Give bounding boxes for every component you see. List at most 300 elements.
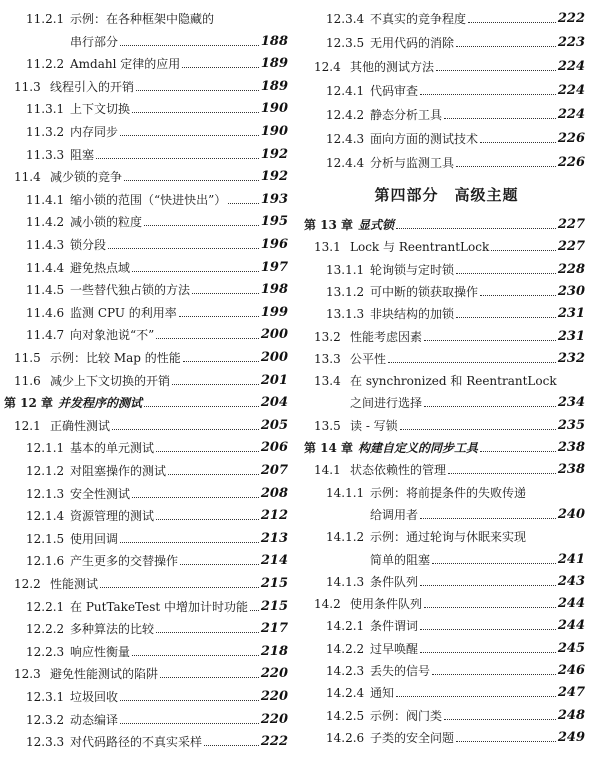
toc-page-number: 222 bbox=[557, 11, 585, 26]
toc-entry bbox=[0, 616, 296, 636]
toc-page-number: 200 bbox=[260, 350, 288, 365]
toc-page-number: 188 bbox=[260, 33, 288, 49]
toc-entry-title: 面向方面的测试技术 bbox=[370, 132, 479, 146]
toc-entry bbox=[300, 6, 593, 26]
toc-entry-title: 示例：在各种框架中隐藏的 bbox=[70, 12, 215, 26]
toc-entry-title: 性能测试 bbox=[50, 577, 99, 591]
toc-page-number: 205 bbox=[260, 417, 288, 433]
toc-chapter-entry bbox=[0, 390, 296, 410]
toc-entry bbox=[300, 301, 593, 321]
toc-entry bbox=[0, 435, 296, 455]
toc-entry-title: 通知 bbox=[370, 686, 395, 701]
dot-leader bbox=[120, 135, 259, 136]
toc-entry-title: 对代码路径的不真实采样 bbox=[70, 735, 203, 750]
toc-entry-title: 在 synchronized 和 ReentrantLock bbox=[350, 374, 557, 389]
toc-entry bbox=[300, 257, 593, 277]
toc-page-number: 243 bbox=[557, 573, 585, 589]
toc-entry bbox=[300, 591, 593, 611]
toc-entry-number: 11.4.1 bbox=[26, 192, 65, 207]
toc-entry bbox=[0, 142, 296, 162]
toc-entry-title: 串行部分 bbox=[70, 34, 119, 49]
dot-leader bbox=[156, 451, 259, 452]
toc-entry-title: 公平性 bbox=[350, 351, 387, 366]
toc-entry bbox=[300, 346, 593, 366]
toc-entry-number: 12.3.5 bbox=[326, 36, 365, 50]
dot-leader bbox=[120, 45, 259, 46]
toc-entry-number: 12.2 bbox=[14, 577, 41, 591]
toc-page-number: 195 bbox=[260, 214, 288, 230]
dot-leader bbox=[424, 340, 556, 341]
dot-leader bbox=[120, 700, 259, 701]
dot-leader bbox=[108, 248, 259, 249]
toc-page-number: 238 bbox=[557, 462, 585, 478]
toc-entry-title: 分析与监测工具 bbox=[370, 156, 455, 170]
toc-page-number: 198 bbox=[260, 282, 288, 298]
toc-entry bbox=[0, 96, 296, 116]
toc-entry bbox=[0, 345, 296, 365]
dot-leader bbox=[160, 677, 259, 678]
toc-page-number: 224 bbox=[557, 107, 585, 122]
toc-page-number: 228 bbox=[557, 261, 585, 277]
toc-page-number: 217 bbox=[260, 621, 288, 637]
toc-entry-number: 12.2.3 bbox=[26, 644, 65, 659]
toc-entry-title: 给调用者 bbox=[370, 507, 419, 522]
toc-entry bbox=[300, 725, 593, 745]
dot-leader bbox=[172, 384, 259, 385]
toc-page-number: 206 bbox=[260, 440, 288, 456]
dot-leader bbox=[456, 46, 556, 47]
toc-entry bbox=[0, 458, 296, 478]
dot-leader bbox=[444, 719, 556, 720]
toc-entry bbox=[0, 571, 296, 591]
toc-page-number: 196 bbox=[260, 237, 288, 252]
toc-entry-title: 线程引入的开销 bbox=[50, 79, 135, 94]
toc-page-number: 220 bbox=[260, 689, 288, 704]
toc-page-number: 215 bbox=[260, 576, 288, 591]
toc-entry bbox=[0, 594, 296, 614]
toc-entry-number: 11.3.1 bbox=[26, 102, 65, 117]
dot-leader bbox=[168, 474, 259, 475]
toc-entry-number: 11.4.7 bbox=[26, 328, 65, 343]
toc-entry-number: 第 14 章 bbox=[304, 441, 354, 455]
dot-leader bbox=[420, 585, 556, 586]
toc-entry-title: 对阻塞操作的测试 bbox=[70, 464, 167, 478]
toc-page-number: 207 bbox=[260, 463, 288, 478]
toc-entry-number: 12.1.2 bbox=[26, 464, 65, 478]
toc-entry-number: 11.3.2 bbox=[26, 125, 65, 139]
toc-page-number: 189 bbox=[260, 56, 288, 72]
toc-entry-number: 12.4.3 bbox=[326, 132, 365, 146]
toc-page-number: 246 bbox=[557, 663, 585, 678]
dot-leader bbox=[456, 273, 556, 274]
toc-page-number: 192 bbox=[260, 169, 288, 185]
toc-entry-title: 资源管理的测试 bbox=[70, 509, 155, 524]
toc-chapter-entry bbox=[300, 435, 593, 455]
toc-entry-title: 示例：比较 Map 的性能 bbox=[50, 351, 181, 365]
toc-entry-title: 读 - 写锁 bbox=[350, 418, 398, 433]
toc-entry-number: 14.2.1 bbox=[326, 619, 365, 634]
dot-leader bbox=[136, 90, 259, 91]
toc-entry-title: 静态分析工具 bbox=[370, 108, 443, 122]
toc-entry-title: 一些替代独占锁的方法 bbox=[70, 283, 191, 298]
toc-entry-title: 条件谓词 bbox=[370, 619, 419, 634]
toc-entry-number: 14.2.3 bbox=[326, 664, 365, 678]
dot-leader bbox=[132, 655, 259, 656]
toc-entry-title: 显式锁 bbox=[358, 218, 395, 232]
toc-entry bbox=[0, 232, 296, 252]
toc-entry-title: 示例：通过轮询与休眠来实现 bbox=[370, 530, 527, 545]
toc-entry-title: 阻塞 bbox=[70, 147, 95, 162]
toc-entry-number: 11.3 bbox=[14, 79, 41, 94]
toc-page-number: 212 bbox=[260, 508, 288, 524]
dot-leader bbox=[456, 166, 556, 167]
toc-entry bbox=[0, 300, 296, 320]
toc-page-number: 244 bbox=[557, 596, 585, 612]
toc-entry-title: Amdahl 定律的应用 bbox=[70, 57, 181, 72]
dot-leader bbox=[192, 293, 259, 294]
part-heading: 第四部分 高级主题 bbox=[374, 186, 519, 204]
dot-leader bbox=[444, 118, 556, 119]
toc-entry bbox=[0, 322, 296, 342]
toc-entry bbox=[0, 639, 296, 659]
toc-entry bbox=[300, 126, 593, 146]
dot-leader bbox=[400, 429, 556, 430]
toc-entry bbox=[0, 503, 296, 523]
toc-entry bbox=[300, 78, 593, 98]
toc-entry-number: 11.2.1 bbox=[26, 12, 65, 26]
toc-entry-number: 12.3.1 bbox=[26, 690, 65, 704]
toc-page-number: 226 bbox=[557, 131, 585, 146]
dot-leader bbox=[124, 180, 259, 181]
toc-entry-number: 14.1 bbox=[314, 463, 341, 478]
toc-entry bbox=[300, 413, 593, 433]
toc-page-number: 199 bbox=[260, 304, 288, 320]
toc-entry-number: 12.1.3 bbox=[26, 486, 65, 501]
toc-entry-number: 12.4.1 bbox=[326, 84, 365, 98]
dot-leader bbox=[182, 67, 259, 68]
toc-page-number: 214 bbox=[260, 553, 288, 569]
toc-page-number: 215 bbox=[260, 598, 288, 614]
dot-leader bbox=[424, 406, 556, 407]
toc-page-number: 241 bbox=[557, 551, 585, 567]
dot-leader bbox=[448, 473, 556, 474]
toc-entry bbox=[0, 729, 296, 749]
toc-entry bbox=[300, 703, 593, 723]
toc-entry-number: 11.5 bbox=[14, 351, 41, 365]
toc-entry-number: 12.3.4 bbox=[326, 12, 365, 26]
dot-leader bbox=[456, 317, 556, 318]
toc-entry-number: 14.1.2 bbox=[326, 530, 365, 545]
toc-entry-title: 条件队列 bbox=[370, 574, 419, 589]
toc-entry-title: 避免热点域 bbox=[70, 260, 131, 275]
toc-entry-title: 缩小锁的范围（“快进快出”） bbox=[70, 192, 227, 207]
toc-entry-number: 11.4.2 bbox=[26, 215, 65, 230]
toc-page-number: 200 bbox=[260, 327, 288, 343]
toc-entry-number: 14.2 bbox=[314, 597, 341, 612]
dot-leader bbox=[420, 629, 556, 630]
dot-leader bbox=[432, 563, 556, 564]
toc-entry bbox=[300, 636, 593, 656]
toc-entry bbox=[0, 413, 296, 433]
toc-entry-title: 动态编译 bbox=[70, 712, 119, 727]
toc-entry bbox=[0, 481, 296, 501]
toc-entry-title: 使用条件队列 bbox=[350, 597, 423, 612]
toc-entry-number: 12.3.3 bbox=[26, 735, 65, 750]
toc-entry bbox=[0, 661, 296, 681]
toc-entry bbox=[0, 51, 296, 71]
toc-page-number: 220 bbox=[260, 666, 288, 682]
dot-leader bbox=[228, 203, 259, 204]
toc-entry-title: Lock 与 ReentrantLock bbox=[350, 240, 490, 255]
dot-leader bbox=[432, 674, 556, 675]
toc-entry-title: 子类的安全问题 bbox=[370, 730, 455, 745]
toc-entry-title: 垃圾回收 bbox=[70, 690, 119, 704]
toc-page-number: 208 bbox=[260, 485, 288, 501]
toc-entry-number: 12.2.2 bbox=[26, 622, 65, 637]
toc-page-number: 244 bbox=[557, 618, 585, 634]
dot-leader bbox=[480, 451, 556, 452]
toc-page-number: 245 bbox=[557, 640, 585, 656]
dot-leader bbox=[180, 564, 259, 565]
dot-leader bbox=[120, 542, 259, 543]
dot-leader bbox=[132, 497, 259, 498]
toc-page-number: 190 bbox=[260, 101, 288, 117]
dot-leader bbox=[132, 271, 259, 272]
toc-entry bbox=[300, 390, 593, 410]
toc-page-number: 224 bbox=[557, 83, 585, 98]
toc-entry-title: 构建自定义的同步工具 bbox=[358, 441, 479, 455]
toc-entry-number: 第 13 章 bbox=[304, 218, 354, 232]
dot-leader bbox=[144, 225, 259, 226]
toc-page-number: 227 bbox=[557, 217, 585, 232]
toc-entry bbox=[0, 187, 296, 207]
dot-leader bbox=[491, 250, 556, 251]
toc-entry-first-line bbox=[300, 368, 593, 388]
toc-entry bbox=[0, 684, 296, 704]
toc-entry-title: 减小锁的粒度 bbox=[70, 215, 143, 230]
dot-leader bbox=[96, 158, 259, 159]
toc-entry-first-line bbox=[300, 480, 593, 500]
toc-page-number: 231 bbox=[557, 328, 585, 344]
toc-entry-number: 13.3 bbox=[314, 351, 341, 366]
toc-page-number: 240 bbox=[557, 506, 585, 522]
toc-entry-number: 11.4 bbox=[14, 170, 41, 185]
toc-entry-title: 之间进行选择 bbox=[350, 396, 423, 411]
toc-page-number: 222 bbox=[260, 734, 288, 750]
dot-leader bbox=[250, 610, 259, 611]
toc-entry-number: 13.1 bbox=[314, 240, 341, 255]
toc-entry-title: 正确性测试 bbox=[50, 418, 111, 433]
dot-leader bbox=[112, 429, 259, 430]
toc-entry bbox=[0, 548, 296, 568]
toc-entry bbox=[300, 234, 593, 254]
toc-entry-number: 11.4.4 bbox=[26, 260, 65, 275]
toc-page-number: 213 bbox=[260, 530, 288, 546]
dot-leader bbox=[420, 518, 556, 519]
toc-page-number: 248 bbox=[557, 707, 585, 723]
toc-entry bbox=[300, 324, 593, 344]
toc-entry-number: 12.4 bbox=[314, 60, 341, 74]
toc-entry-number: 14.2.2 bbox=[326, 641, 365, 656]
toc-entry-number: 13.1.2 bbox=[326, 284, 365, 299]
toc-entry-number: 11.4.5 bbox=[26, 283, 65, 298]
toc-entry-title: 示例：将前提条件的失败传递 bbox=[370, 485, 527, 500]
toc-page-number: 223 bbox=[557, 35, 585, 50]
toc-entry-number: 11.4.6 bbox=[26, 305, 65, 320]
dot-leader bbox=[388, 362, 556, 363]
dot-leader bbox=[480, 295, 556, 296]
toc-entry bbox=[300, 279, 593, 299]
toc-page-number: 190 bbox=[260, 124, 288, 139]
dot-leader bbox=[456, 741, 556, 742]
toc-page-number: 218 bbox=[260, 643, 288, 659]
toc-entry-title: 代码审查 bbox=[370, 84, 419, 98]
toc-page-number: 231 bbox=[557, 306, 585, 322]
toc-page-number: 193 bbox=[260, 191, 288, 207]
toc-page-number: 204 bbox=[260, 395, 288, 411]
toc-entry-title: 基本的单元测试 bbox=[70, 441, 155, 456]
toc-entry-title: 状态依赖性的管理 bbox=[350, 463, 447, 478]
toc-entry-number: 14.1.1 bbox=[326, 485, 365, 500]
toc-entry-title: 响应性衡量 bbox=[70, 644, 131, 659]
toc-entry-title: 轮询锁与定时锁 bbox=[370, 262, 455, 277]
toc-entry-title: 简单的阻塞 bbox=[370, 552, 431, 567]
toc-entry-title: 非块结构的加锁 bbox=[370, 307, 455, 322]
toc-entry-number: 13.5 bbox=[314, 418, 341, 433]
toc-page-number: 201 bbox=[260, 372, 288, 388]
toc-entry-title: 安全性测试 bbox=[70, 486, 131, 501]
toc-entry-number: 13.2 bbox=[314, 329, 341, 344]
toc-page-number: 189 bbox=[260, 78, 288, 94]
toc-page-number: 230 bbox=[557, 283, 585, 299]
toc-entry-number: 12.3.2 bbox=[26, 712, 65, 727]
toc-entry bbox=[300, 569, 593, 589]
toc-page-number: 235 bbox=[557, 417, 585, 433]
toc-entry bbox=[300, 54, 593, 74]
toc-chapter-entry bbox=[300, 212, 593, 232]
toc-entry-title: 锁分段 bbox=[70, 238, 107, 252]
toc-entry bbox=[300, 457, 593, 477]
dot-leader bbox=[468, 22, 556, 23]
dot-leader bbox=[436, 70, 556, 71]
toc-entry bbox=[300, 150, 593, 170]
dot-leader bbox=[100, 587, 259, 588]
toc-entry-title: 监测 CPU 的利用率 bbox=[70, 305, 177, 320]
toc-entry-number: 11.2.2 bbox=[26, 57, 65, 72]
toc-entry-number: 12.1.4 bbox=[26, 509, 65, 524]
dot-leader bbox=[396, 228, 556, 229]
toc-entry-title: 减少锁的竞争 bbox=[50, 170, 123, 185]
dot-leader bbox=[120, 723, 259, 724]
toc-entry-number: 12.1.5 bbox=[26, 531, 65, 546]
toc-page-number: 224 bbox=[557, 59, 585, 74]
toc-entry bbox=[0, 707, 296, 727]
toc-entry-title: 无用代码的消除 bbox=[370, 36, 455, 50]
toc-entry-title: 在 PutTakeTest 中增加计时功能 bbox=[70, 599, 249, 614]
toc-entry-number: 13.4 bbox=[314, 374, 341, 389]
toc-entry-number: 14.2.5 bbox=[326, 708, 365, 723]
dot-leader bbox=[480, 142, 556, 143]
toc-entry bbox=[300, 102, 593, 122]
toc-entry bbox=[300, 502, 593, 522]
toc-page-number: 232 bbox=[557, 350, 585, 366]
toc-entry-title: 向对象池说“不” bbox=[70, 328, 155, 343]
toc-entry bbox=[300, 30, 593, 50]
toc-page-number: 226 bbox=[557, 155, 585, 170]
toc-entry bbox=[0, 255, 296, 275]
toc-entry-title: 可中断的锁获取操作 bbox=[370, 284, 479, 299]
toc-entry-first-line bbox=[0, 6, 296, 26]
toc-entry bbox=[0, 119, 296, 139]
toc-entry bbox=[300, 613, 593, 633]
dot-leader bbox=[204, 745, 259, 746]
toc-entry bbox=[300, 658, 593, 678]
toc-entry-number: 14.2.6 bbox=[326, 730, 365, 745]
toc-entry-title: 内存同步 bbox=[70, 125, 119, 139]
toc-entry-number: 14.2.4 bbox=[326, 686, 365, 701]
dot-leader bbox=[420, 94, 556, 95]
toc-entry-number: 12.1 bbox=[14, 418, 41, 433]
toc-entry-number: 11.3.3 bbox=[26, 147, 65, 162]
toc-entry bbox=[0, 164, 296, 184]
toc-entry-title: 避免性能测试的陷阱 bbox=[50, 667, 159, 682]
dot-leader bbox=[156, 519, 259, 520]
toc-entry bbox=[0, 277, 296, 297]
toc-entry-number: 12.4.4 bbox=[326, 156, 365, 170]
dot-leader bbox=[420, 652, 556, 653]
toc-entry-title: 使用回调 bbox=[70, 531, 119, 546]
toc-entry-title: 不真实的竞争程度 bbox=[370, 12, 467, 26]
toc-entry-title: 并发程序的测试 bbox=[58, 396, 143, 411]
toc-entry-title: 产生更多的交替操作 bbox=[70, 554, 179, 569]
toc-entry bbox=[0, 29, 296, 49]
toc-entry-number: 12.2.1 bbox=[26, 599, 65, 614]
toc-entry bbox=[300, 680, 593, 700]
toc-entry-title: 减少上下文切换的开销 bbox=[50, 373, 171, 388]
toc-entry-title: 其他的测试方法 bbox=[350, 60, 435, 74]
toc-entry-number: 12.4.2 bbox=[326, 108, 365, 122]
toc-entry-first-line bbox=[300, 524, 593, 544]
dot-leader bbox=[144, 406, 259, 407]
toc-entry bbox=[300, 547, 593, 567]
dot-leader bbox=[156, 338, 259, 339]
toc-entry-title: 过早唤醒 bbox=[370, 641, 419, 656]
toc-entry-number: 第 12 章 bbox=[4, 396, 54, 411]
toc-entry-number: 14.1.3 bbox=[326, 574, 365, 589]
toc-entry-number: 13.1.1 bbox=[326, 262, 365, 277]
toc-page-number: 234 bbox=[557, 395, 585, 411]
toc-page-number: 192 bbox=[260, 146, 288, 162]
dot-leader bbox=[183, 361, 259, 362]
toc-entry bbox=[0, 368, 296, 388]
toc-entry-number: 13.1.3 bbox=[326, 307, 365, 322]
dot-leader bbox=[132, 112, 259, 113]
dot-leader bbox=[156, 632, 259, 633]
toc-entry-title: 示例：阀门类 bbox=[370, 708, 443, 723]
toc-entry bbox=[0, 209, 296, 229]
toc-entry bbox=[0, 74, 296, 94]
dot-leader bbox=[396, 696, 556, 697]
toc-entry-title: 性能考虑因素 bbox=[350, 329, 423, 344]
toc-page-number: 220 bbox=[260, 711, 288, 727]
toc-entry-number: 11.4.3 bbox=[26, 238, 65, 252]
dot-leader bbox=[179, 316, 259, 317]
toc-page-number: 247 bbox=[557, 685, 585, 701]
dot-leader bbox=[424, 607, 556, 608]
toc-entry-number: 11.6 bbox=[14, 373, 41, 388]
toc-page-number: 227 bbox=[557, 239, 585, 255]
toc-entry-number: 12.3 bbox=[14, 667, 41, 682]
